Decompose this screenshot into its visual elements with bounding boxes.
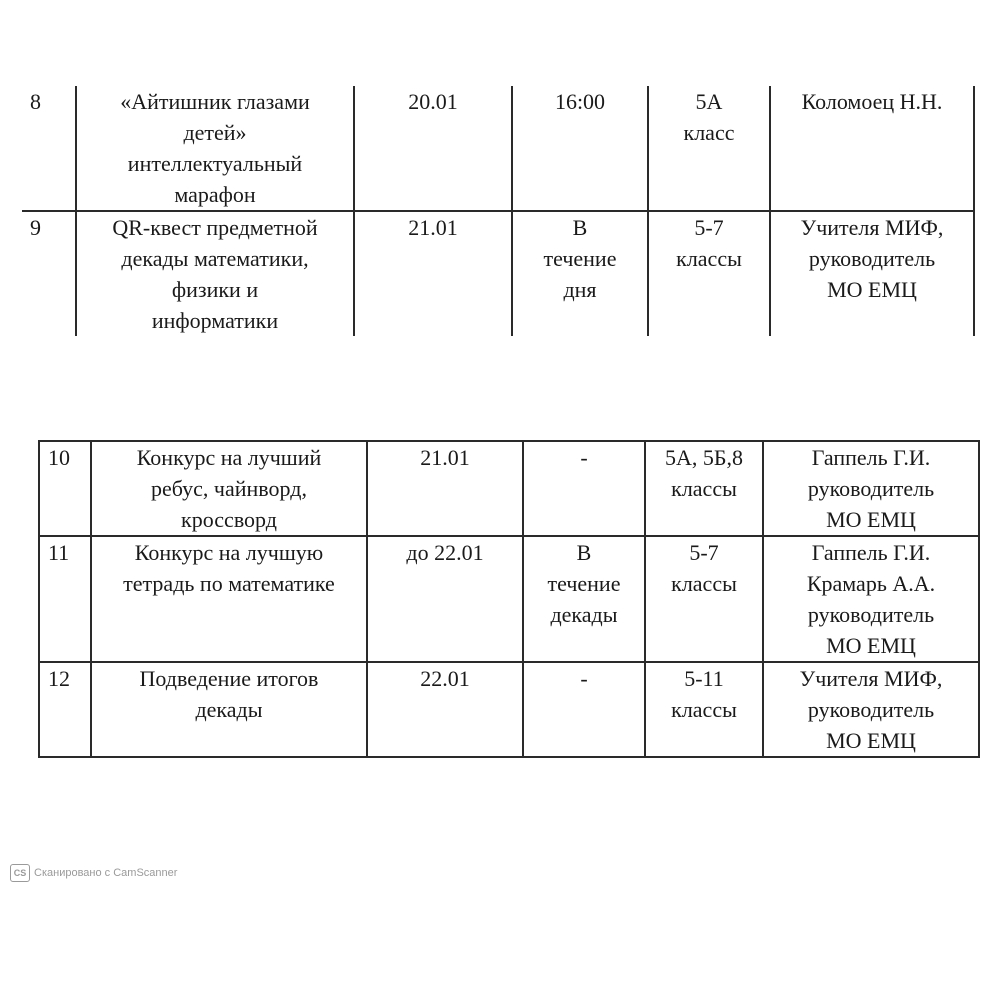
event-responsible: Коломоец Н.Н. — [770, 86, 974, 211]
schedule-table-bottom — [38, 440, 980, 758]
row-number: 12 — [39, 662, 91, 757]
event-time: В течение дня — [512, 211, 648, 336]
row-number: 8 — [22, 86, 76, 211]
event-name: Конкурс на лучший ребус, чайнворд, кроссворд — [91, 441, 367, 536]
event-time: - — [523, 441, 645, 536]
event-name: Конкурс на лучшую тетрадь по математике — [91, 536, 367, 662]
event-participants: 5А, 5Б,8 классы — [645, 441, 763, 536]
event-time: В течение декады — [523, 536, 645, 662]
event-date: 20.01 — [354, 86, 512, 211]
watermark-text: Сканировано с CamScanner — [34, 867, 178, 879]
table-row — [39, 662, 979, 757]
event-participants: 5-7 классы — [648, 211, 770, 336]
event-responsible: Учителя МИФ, руководитель МО ЕМЦ — [770, 211, 974, 336]
event-time: - — [523, 662, 645, 757]
event-date: до 22.01 — [367, 536, 523, 662]
event-name: «Айтишник глазами детей» интеллектуальный марафон — [76, 86, 354, 211]
event-date: 21.01 — [367, 441, 523, 536]
table-row — [39, 441, 979, 536]
event-name: QR-квест предметной декады математики, физики и информатики — [76, 211, 354, 336]
table-row — [39, 536, 979, 662]
schedule-table-top — [22, 86, 975, 336]
event-responsible: Гаппель Г.И. руководитель МО ЕМЦ — [763, 441, 979, 536]
event-time: 16:00 — [512, 86, 648, 211]
camscanner-watermark — [10, 864, 177, 882]
event-name: Подведение итогов декады — [91, 662, 367, 757]
event-participants: 5-7 классы — [645, 536, 763, 662]
event-responsible: Гаппель Г.И. Крамарь А.А. руководитель МО ЕМЦ — [763, 536, 979, 662]
event-responsible: Учителя МИФ, руководитель МО ЕМЦ — [763, 662, 979, 757]
event-participants: 5А класс — [648, 86, 770, 211]
event-date: 21.01 — [354, 211, 512, 336]
row-number: 9 — [22, 211, 76, 336]
table-row — [22, 211, 974, 336]
event-participants: 5-11 классы — [645, 662, 763, 757]
row-number: 10 — [39, 441, 91, 536]
event-date: 22.01 — [367, 662, 523, 757]
row-number: 11 — [39, 536, 91, 662]
camscanner-logo-icon: CS — [10, 864, 30, 882]
table-row — [22, 86, 974, 211]
